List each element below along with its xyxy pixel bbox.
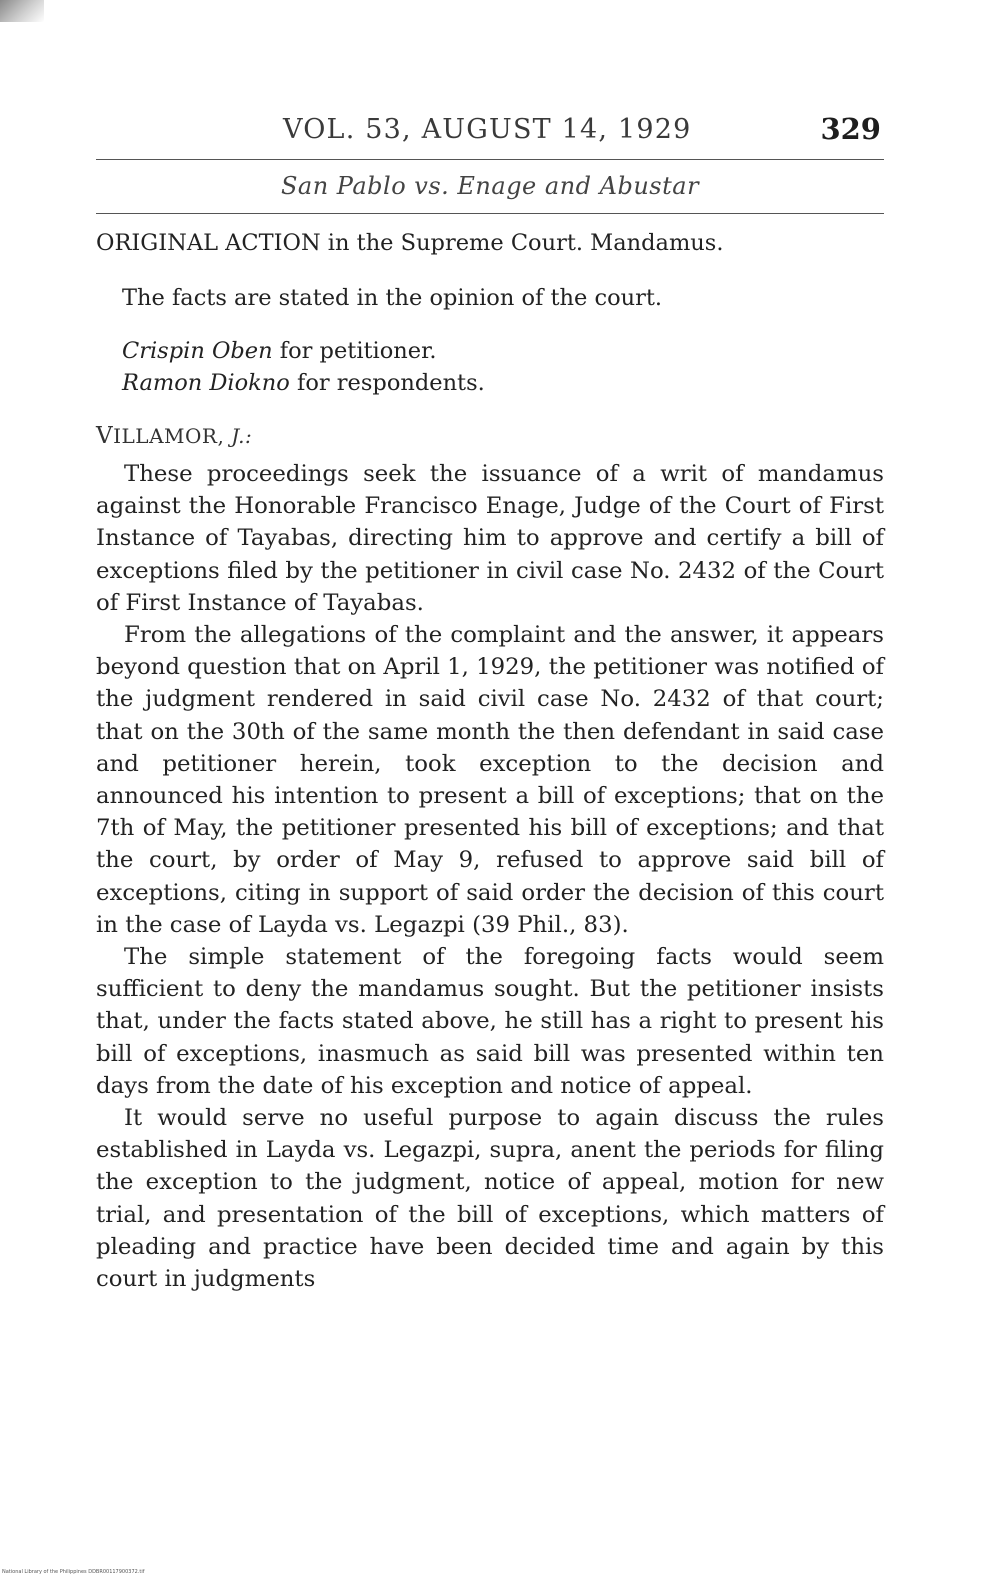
facts-line: The facts are stated in the opinion of the court.: [122, 285, 663, 311]
counsel-petitioner: [122, 336, 883, 368]
counsel-name: Ramon Diokno: [122, 369, 290, 396]
scan-footer: National Library of the Philippines DDBR00117900372.tif: [2, 1569, 145, 1575]
judge-name: VILLAMOR, J.:: [96, 423, 253, 449]
opinion-paragraph: The simple statement of the foregoing facts would seem sufficient to deny the mandamus sought. But the petitioner insists that, under the facts stated above, he still has a right to present his bill of exceptions, inasmuch as said bill was presented within ten days from the date of his exception and notice of appeal.: [96, 944, 884, 1099]
opinion-paragraph: These proceedings seek the issuance of a writ of mandamus against the Honorable Francisco Enage, Judge of the Court of First Instance of Tayabas, directing him to approve and certify a bill of exceptions filed by the petitioner in civil case No. 2432 of the Court of First Instance of Tayabas.: [96, 461, 884, 616]
counsel-role: for respondents.: [289, 369, 485, 396]
counsel-role: for petitioner.: [272, 338, 437, 364]
page-number: 329: [820, 112, 881, 146]
counsel-name: Crispin Oben: [122, 338, 273, 364]
running-head: VOL. 53, AUGUST 14, 1929: [283, 114, 692, 145]
counsel-block: [122, 336, 883, 399]
scan-corner-shadow: [0, 0, 44, 22]
page-header: [97, 112, 883, 156]
counsel-respondents: [122, 368, 883, 400]
case-title: San Pablo vs. Enage and Abustar: [280, 172, 700, 200]
header-rule-top: [96, 159, 884, 160]
opinion-paragraph: It would serve no useful purpose to again discuss the rules established in Layda vs. Legazpi, supra, anent the periods for filing the exception to the judgment, notice of appeal, motion for new trial, and presentation of the bill of exceptions, which matters of pleading and practice have been decided time and again by this court in judgments: [96, 1105, 884, 1293]
opinion-paragraph: From the allegations of the complaint and the answer, it appears beyond question that on April 1, 1929, the petitioner was notified of the judgment rendered in said civil case No. 2432 of that court; that on the 30th of the same month the then defendant in said case and petitioner herein, took exception to the decision and announced his intention to present a bill of exceptions; that on the 7th of May, the petitioner presented his bill of exceptions; and that the court, by order of May 9, refused to approve said bill of exceptions, citing in support of said order the decision of this court in the case of Layda vs. Legazpi (39 Phil., 83).: [96, 622, 884, 938]
opinion-body: [96, 458, 884, 1295]
header-rule-bottom: [96, 213, 884, 214]
action-line: ORIGINAL ACTION in the Supreme Court. Mandamus.: [96, 230, 724, 256]
